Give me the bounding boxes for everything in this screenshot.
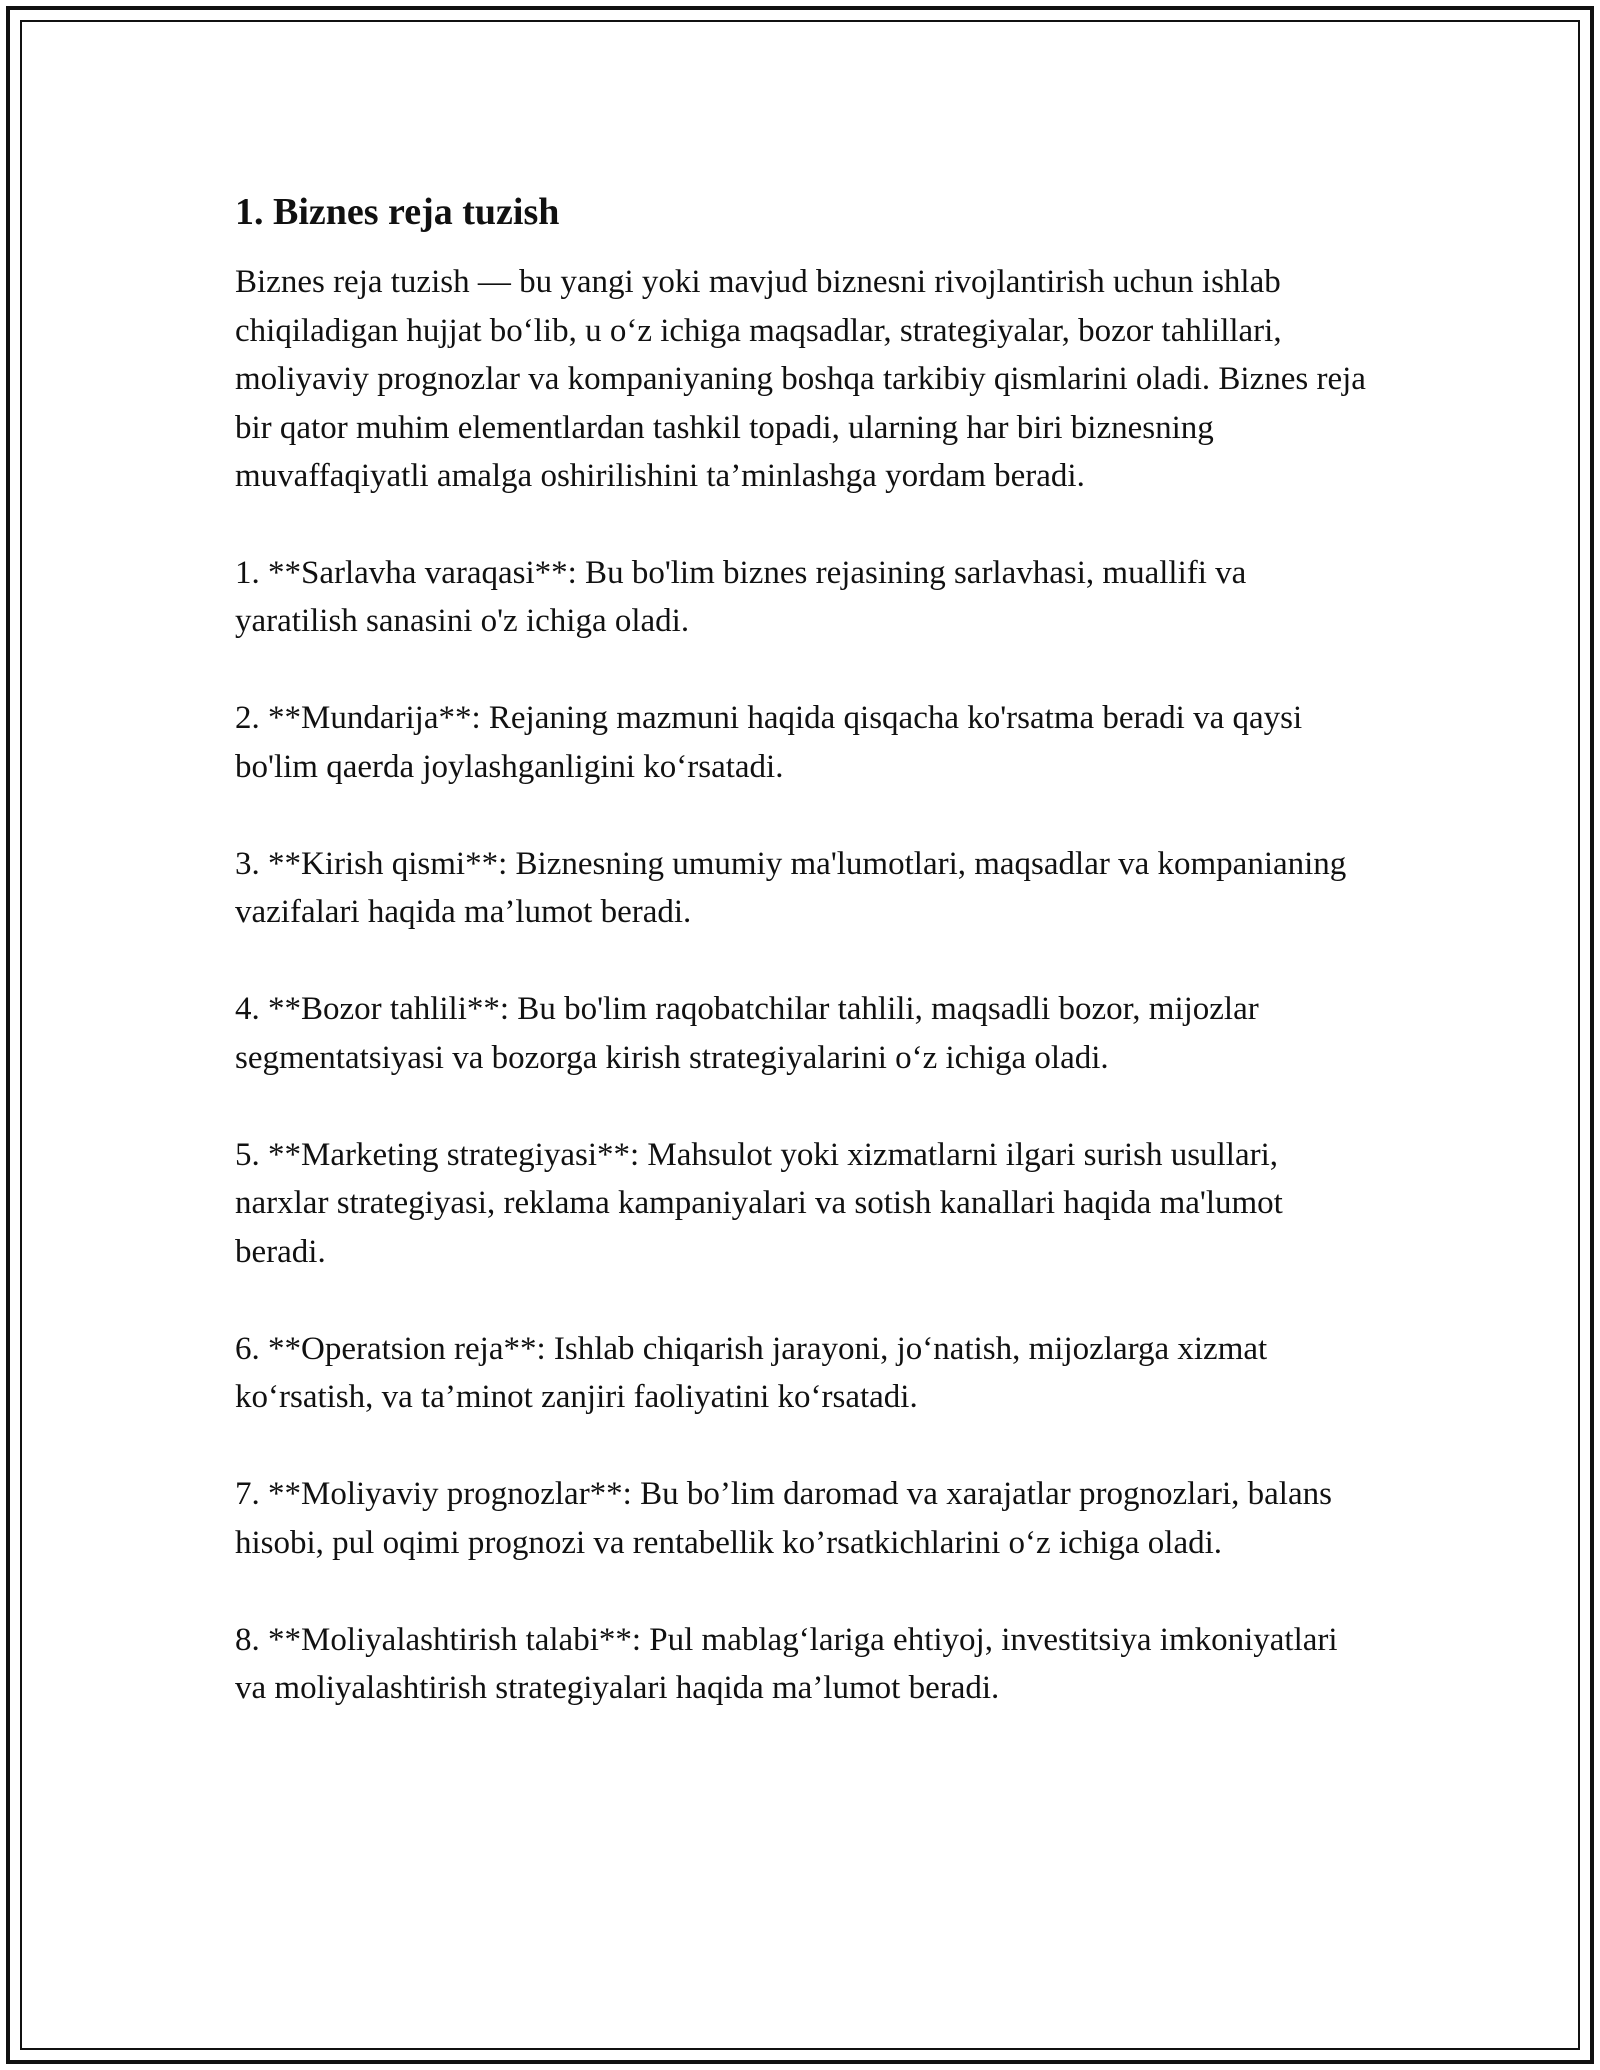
list-item-financial-forecasts: 7. **Moliyaviy prognozlar**: Bu bo’lim daromad va xarajatlar prognozlari, balans hisobi, pul oqimi prognozi va rentabellik ko’rsatkichlarini o‘z ichiga oladi. xyxy=(235,1476,1332,1561)
section-heading: 1. Biznes reja tuzish xyxy=(235,191,560,233)
list-item-market-analysis: 4. **Bozor tahlili**: Bu bo'lim raqobatchilar tahlili, maqsadli bozor, mijozlar segmentatsiyasi va bozorga kirish strategiyalarini o‘z ichiga oladi. xyxy=(235,991,1259,1076)
list-item-operational-plan: 6. **Operatsion reja**: Ishlab chiqarish jarayoni, jo‘natish, mijozlarga xizmat ko‘rsatish, va ta’minot zanjiri faoliyatini ko‘rsatadi. xyxy=(235,1330,1268,1415)
list-item-introduction: 3. **Kirish qismi**: Biznesning umumiy ma'lumotlari, maqsadlar va kompanianing vazifalari haqida ma’lumot beradi. xyxy=(235,845,1347,930)
list-item-marketing-strategy: 5. **Marketing strategiyasi**: Mahsulot yoki xizmatlarni ilgari surish usullari, narxlar strategiyasi, reklama kampaniyalari va sotish kanallari haqida ma'lumot beradi. xyxy=(235,1136,1283,1270)
list-item-title-page: 1. **Sarlavha varaqasi**: Bu bo'lim biznes rejasining sarlavhasi, muallifi va yaratilish sanasini o'z ichiga oladi. xyxy=(235,554,1247,639)
list-item-table-of-contents: 2. **Mundarija**: Rejaning mazmuni haqida qisqacha ko'rsatma beradi va qaysi bo'lim qaerda joylashganligini ko‘rsatadi. xyxy=(235,700,1303,785)
document-body xyxy=(235,186,1375,1761)
list-item-funding-request: 8. **Moliyalashtirish talabi**: Pul mablag‘lariga ehtiyoj, investitsiya imkoniyatlari va moliyalashtirish strategiyalari haqida ma’lumot beradi. xyxy=(235,1621,1338,1706)
intro-paragraph: Biznes reja tuzish — bu yangi yoki mavjud biznesni rivojlantirish uchun ishlab chiqiladigan hujjat bo‘lib, u o‘z ichiga maqsadlar, strategiyalar, bozor tahlillari, moliyaviy prognozlar va kompaniyaning boshqa tarkibiy qismlarini oladi. Biznes reja bir qator muhim elementlardan tashkil topadi, ularning har biri biznesning muvaffaqiyatli amalga oshirilishini ta’minlashga yordam beradi. xyxy=(235,264,1366,494)
